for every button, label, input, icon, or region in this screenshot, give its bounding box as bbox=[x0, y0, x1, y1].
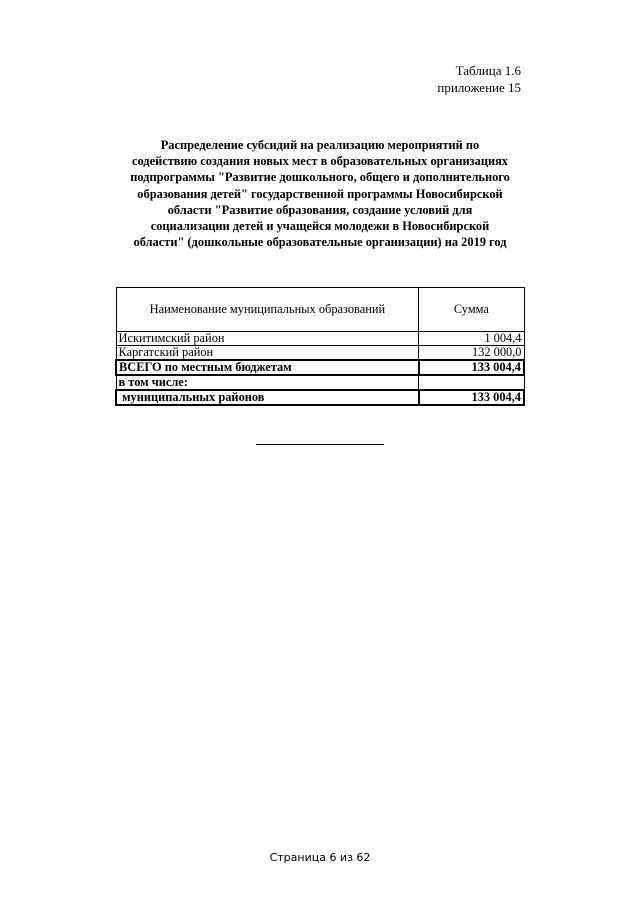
row-name: в том числе: bbox=[116, 375, 419, 390]
title-line: образования детей" государственной программы Новосибирской bbox=[137, 186, 503, 201]
header-labels bbox=[437, 62, 521, 96]
row-sum bbox=[419, 375, 524, 390]
row-name: Искитимский район bbox=[116, 332, 419, 346]
separator-line bbox=[256, 444, 384, 445]
row-sum: 132 000,0 bbox=[419, 346, 524, 361]
table-number-label: Таблица 1.6 bbox=[455, 63, 521, 78]
row-sum: 133 004,4 bbox=[419, 390, 524, 405]
title-line: области" (дошкольные образовательные организации) на 2019 год bbox=[133, 235, 507, 250]
title-line: подпрограммы "Развитие дошкольного, общего и дополнительного bbox=[130, 170, 510, 185]
row-sum: 133 004,4 bbox=[419, 360, 524, 375]
table-row-subtotal bbox=[116, 390, 524, 405]
column-header-name: Наименование муниципальных образований bbox=[116, 288, 419, 332]
row-name: муниципальных районов bbox=[116, 390, 419, 405]
column-header-sum: Сумма bbox=[419, 288, 524, 332]
table-row bbox=[116, 375, 524, 390]
row-name: Каргатский район bbox=[116, 346, 419, 361]
title-line: области "Развитие образования, создание условий для bbox=[167, 202, 473, 217]
title-line: социализации детей и учащейся молодежи в Новосибирской bbox=[150, 219, 490, 234]
document-title bbox=[116, 137, 524, 250]
table-row-total bbox=[116, 360, 524, 375]
row-sum: 1 004,4 bbox=[419, 332, 524, 346]
table-header-row bbox=[116, 288, 524, 332]
table-row bbox=[116, 346, 524, 361]
appendix-label: приложение 15 bbox=[437, 80, 521, 95]
title-line: содействию создания новых мест в образовательных организациях bbox=[131, 154, 509, 169]
table-row bbox=[116, 332, 524, 346]
row-name: ВСЕГО по местным бюджетам bbox=[116, 360, 419, 375]
subsidy-table bbox=[115, 287, 525, 406]
page-number: Страница 6 из 62 bbox=[269, 851, 371, 864]
title-line: Распределение субсидий на реализацию мероприятий по bbox=[160, 138, 480, 152]
